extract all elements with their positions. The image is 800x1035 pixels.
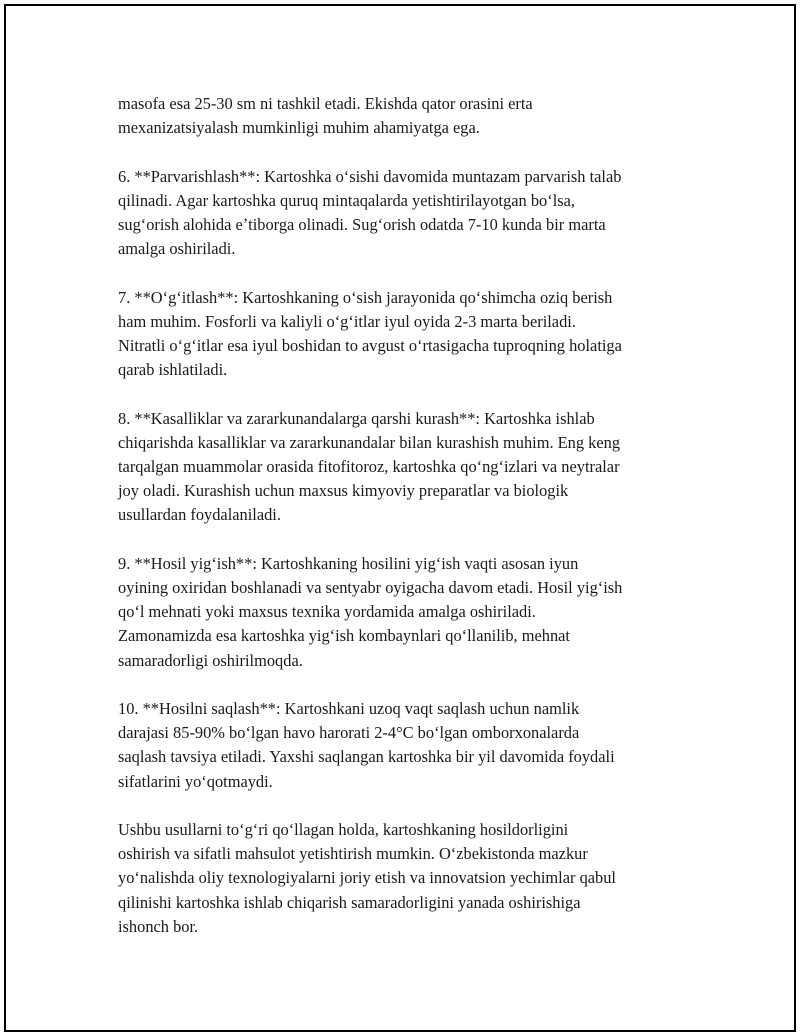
paragraph-conclusion: Ushbu usullarni toʻgʻri qoʻllagan holda, kartoshkaning hosildorligini oshirish va sifatli mahsulot yetishtirish mumkin. Oʻzbekistonda mazkur yoʻnalishda oliy texnologiyalarni joriy etish va innovatsion yechimlar qabul qilinishi kartoshka ishlab chiqarish samaradorligini yanada oshirishiga ishonch bor. bbox=[118, 820, 616, 936]
document-body bbox=[118, 92, 693, 939]
paragraph-kasalliklar: 8. **Kasalliklar va zararkunandalarga qarshi kurash**: Kartoshka ishlab chiqarishda kasalliklar va zararkunandalar bilan kurashish muhim. Eng keng tarqalgan muammolar orasida fitofitoroz, kartoshka qoʻngʻizlari va neytralar joy oladi. Kurashish uchun maxsus kimyoviy preparatlar va biologik usullardan foydalaniladi. bbox=[118, 408, 621, 525]
paragraph-intro-continuation: masofa esa 25-30 sm ni tashkil etadi. Ekishda qator orasini erta mexanizatsiyalash mumkinligi muhim ahamiyatga ega. bbox=[118, 94, 533, 138]
paragraph-ogitlash: 7. **Oʻgʻitlash**: Kartoshkaning oʻsish jarayonida qoʻshimcha oziq berish ham muhim. Fosforli va kaliyli oʻgʻitlar iyul oyida 2-3 marta beriladi. Nitratli oʻgʻitlar esa iyul boshidan to avgust oʻrtasigacha tuproqning holatiga qarab ishlatiladi. bbox=[118, 287, 622, 380]
paragraph-parvarishlash: 6. **Parvarishlash**: Kartoshka oʻsishi davomida muntazam parvarish talab qilinadi. Agar kartoshka quruq mintaqalarda yetishtirilayotgan boʻlsa, sugʻorish alohida eʼtiborga olinadi. Sugʻorish odatda 7-10 kunda bir marta amalga oshiriladi. bbox=[118, 166, 622, 259]
paragraph-hosil-yigish: 9. **Hosil yigʻish**: Kartoshkaning hosilini yigʻish vaqti asosan iyun oyining oxiridan boshlanadi va sentyabr oyigacha davom etadi. Hosil yigʻish qoʻl mehnati yoki maxsus texnika yordamida amalga oshiriladi. Zamonamizda esa kartoshka yigʻish kombaynlari qoʻllanilib, mehnat samaradorligi oshirilmoqda. bbox=[118, 553, 623, 670]
paragraph-hosilni-saqlash: 10. **Hosilni saqlash**: Kartoshkani uzoq vaqt saqlash uchun namlik darajasi 85-90% boʻlgan havo harorati 2-4°C boʻlgan omborxonalarda saqlash tavsiya etiladi. Yaxshi saqlangan kartoshka bir yil davomida foydali sifatlarini yoʻqotmaydi. bbox=[118, 699, 615, 791]
